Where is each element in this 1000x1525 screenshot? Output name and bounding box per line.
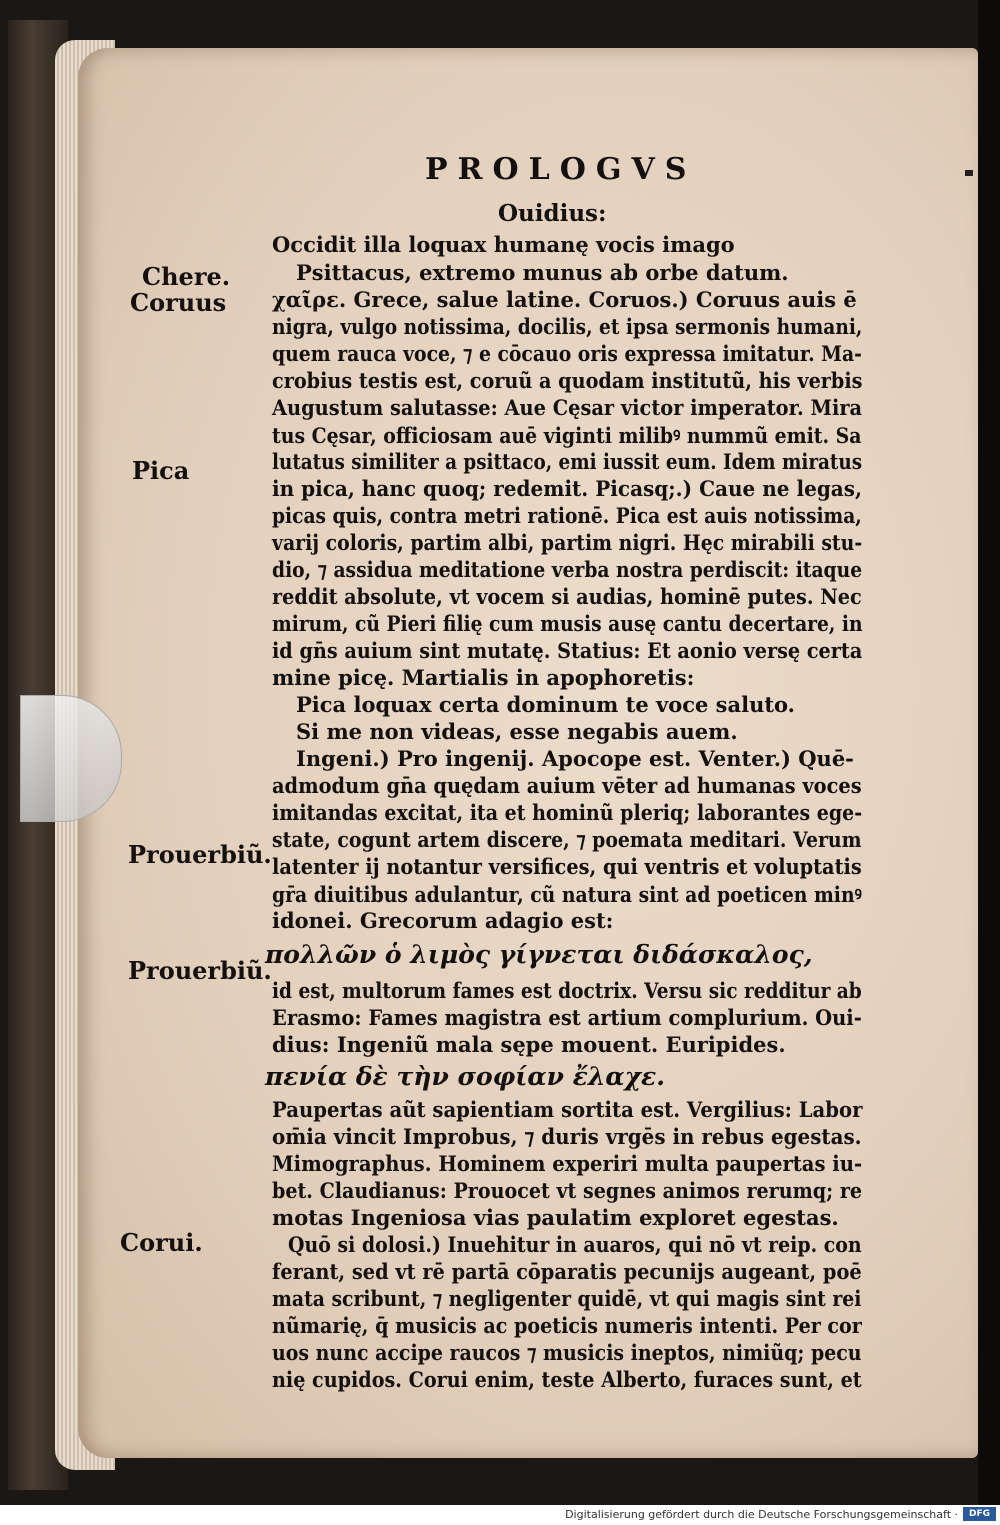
text-line: nũmarię, q̄ musicis ac poeticis numeris intenti. Per cor bbox=[272, 1313, 862, 1338]
text-line: picas quis, contra metri rationē. Pica est auis notissima, bbox=[272, 503, 862, 528]
text-line: Pica loquax certa dominum te voce saluto. bbox=[296, 692, 795, 717]
text-line: mirum, cũ Pieri filię cum musis ausę cantu decertare, in bbox=[272, 611, 863, 636]
text-line: mine picę. Martialis in apophoretis: bbox=[272, 665, 695, 690]
dfg-logo: DFG bbox=[963, 1507, 996, 1521]
margin-note: Prouerbiũ. bbox=[128, 840, 272, 869]
text-line: quem rauca voce, ⁊ e cōcauo oris expressa imitatur. Ma- bbox=[272, 341, 862, 366]
gutter-strip bbox=[978, 0, 1000, 1505]
text-line: ferant, sed vt rē partā cōparatis pecunijs augeant, poē bbox=[272, 1259, 862, 1284]
margin-note: Corui. bbox=[120, 1228, 203, 1257]
text-line: motas Ingeniosa vias paulatim exploret egestas. bbox=[272, 1205, 839, 1230]
margin-note: Chere. bbox=[142, 262, 231, 291]
margin-note: Coruus bbox=[130, 288, 227, 317]
text-line: Si me non videas, esse negabis auem. bbox=[296, 719, 738, 744]
text-line: nię cupidos. Corui enim, teste Alberto, furaces sunt, et bbox=[272, 1367, 862, 1392]
text-line: om̄ia vincit Improbus, ⁊ duris vrgēs in rebus egestas. bbox=[272, 1124, 862, 1149]
text-line: latenter ij notantur versifices, qui ventris et voluptatis bbox=[272, 854, 862, 879]
text-line: gr̄a diuitibus adulantur, cũ natura sint ad poeticen minꝰ bbox=[272, 882, 862, 907]
text-line: dio, ⁊ assidua meditatione verba nostra perdiscit: itaque bbox=[272, 557, 863, 582]
page-mark bbox=[965, 170, 973, 176]
text-line: Occidit illa loquax humanę vocis imago bbox=[272, 232, 735, 257]
text-line: χαῖρε. Grece, salue latine. Coruos.) Coruus auis ē bbox=[272, 287, 857, 312]
text-line: Quō si dolosi.) Inuehitur in auaros, qui nō vt reip. con bbox=[288, 1232, 862, 1257]
text-line: Ingeni.) Pro ingenij. Apocope est. Venter.) Quē- bbox=[296, 746, 854, 771]
text-line: uos nunc accipe raucos ⁊ musicis ineptos, nimiũq; pecu bbox=[272, 1340, 862, 1365]
text-line: dius: Ingeniũ mala sępe mouent. Euripides. bbox=[272, 1032, 786, 1057]
text-line: id est, multorum fames est doctrix. Versu sic redditur ab bbox=[272, 978, 862, 1003]
text-line: bet. Claudianus: Prouocet vt segnes animos rerumq; re bbox=[272, 1178, 863, 1203]
text-line: Augustum salutasse: Aue Cęsar victor imperator. Mira bbox=[272, 395, 863, 420]
verse-heading: Ouidius: bbox=[498, 200, 607, 227]
margin-note: Prouerbiũ. bbox=[128, 956, 272, 985]
text-line: imitandas excitat, ita et hominũ pleriq; laborantes ege- bbox=[272, 800, 863, 825]
text-line: mata scribunt, ⁊ negligenter quidē, vt qui magis sint rei bbox=[272, 1286, 862, 1311]
text-line: crobius testis est, coruũ a quodam institutũ, his verbis bbox=[272, 368, 863, 393]
greek-quote: πενία δὲ τὴν σοφίαν ἔλαχε. bbox=[265, 1062, 665, 1091]
text-line: tus Cęsar, officiosam auē viginti milibꝰ nummũ emit. Sa bbox=[272, 423, 862, 448]
text-line: Paupertas aũt sapientiam sortita est. Vergilius: Labor bbox=[272, 1097, 863, 1122]
funding-credit: Digitalisierung gefördert durch die Deutsche Forschungsgemeinschaft · bbox=[565, 1508, 958, 1521]
running-head: PROLOGVS bbox=[425, 152, 697, 187]
text-line: reddit absolute, vt vocem si audias, hominē putes. Nec bbox=[272, 584, 862, 609]
text-line: admodum gn̄a quędam auium vēter ad humanas voces bbox=[272, 773, 862, 798]
text-line: varij coloris, partim albi, partim nigri. Hęc mirabili stu- bbox=[272, 530, 863, 555]
text-line: lutatus similiter a psittaco, emi iussit eum. Idem miratus bbox=[272, 449, 863, 474]
text-line: Mimographus. Hominem experiri multa paupertas iu- bbox=[272, 1151, 863, 1176]
margin-note: Pica bbox=[132, 456, 190, 485]
text-line: nigra, vulgo notissima, docilis, et ipsa sermonis humani, bbox=[272, 314, 863, 339]
text-line: Erasmo: Fames magistra est artium complurium. Oui- bbox=[272, 1005, 862, 1030]
text-line: in pica, hanc quoq; redemit. Picasq;.) Caue ne legas, bbox=[272, 476, 863, 501]
text-line: id gn̄s auium sint mutatę. Statius: Et aonio versę certa bbox=[272, 638, 863, 663]
text-line: idonei. Grecorum adagio est: bbox=[272, 908, 614, 933]
greek-quote: πολλῶν ὁ λιμὸς γίγνεται διδάσκαλος, bbox=[265, 940, 813, 969]
text-line: state, cogunt artem discere, ⁊ poemata meditari. Verum bbox=[272, 827, 862, 852]
text-line: Psittacus, extremo munus ab orbe datum. bbox=[296, 260, 789, 285]
